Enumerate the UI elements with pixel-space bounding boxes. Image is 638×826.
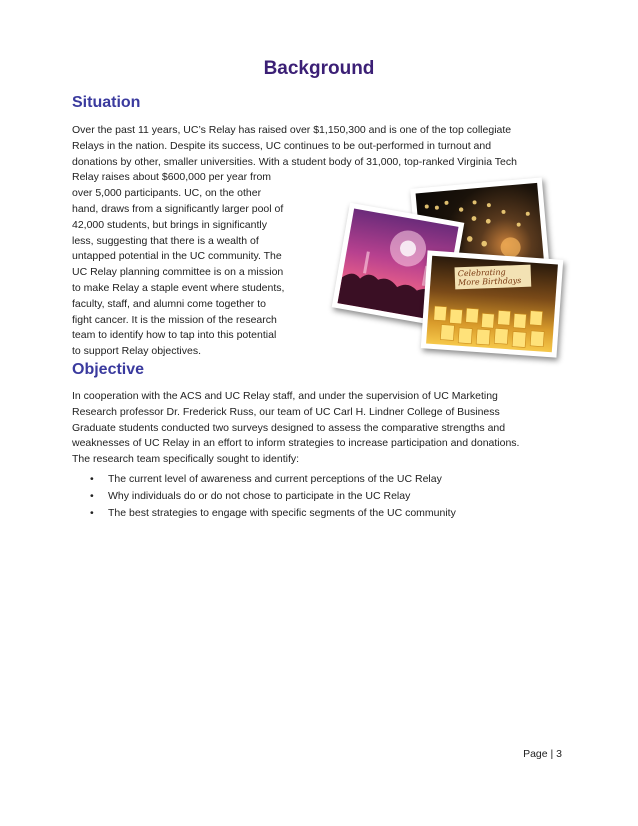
text-line: faculty, staff, and alumni come together to [72,297,266,310]
bullet-dot-icon: • [90,473,94,485]
objective-bullet-list [90,471,456,522]
text-line: 42,000 students, but brings in significantly [72,218,267,231]
list-item-text: The best strategies to engage with specific segments of the UC community [108,507,456,519]
text-line: less, suggesting that there is a wealth of [72,234,259,247]
situation-heading: Situation [72,94,141,111]
page-number: Page | 3 [523,748,562,760]
text-line: In cooperation with the ACS and UC Relay staff, and under the supervision of UC Marketing [72,390,498,402]
text-line: weaknesses of UC Relay in an effort to inform strategies to increase participation and donations. [72,437,520,450]
objective-paragraph [72,389,564,468]
list-item [90,488,456,505]
text-line: team to identify how to tap into this potential [72,329,277,342]
list-item-text: Why individuals do or do not chose to participate in the UC Relay [108,490,411,502]
bullet-dot-icon: • [90,490,94,502]
text-line: Graduate students conducted two surveys designed to assess the comparative strengths and [72,421,506,434]
photo-caption: Celebrating More Birthdays [455,265,532,290]
text-line: Relay raises about $600,000 per year from [72,171,272,184]
celebrating-birthdays-photo [421,250,564,357]
situation-paragraph-full [72,123,564,170]
text-line: UC Relay planning committee is on a mission [72,266,284,279]
list-item-text: The current level of awareness and current perceptions of the UC Relay [108,473,442,485]
list-item [90,505,456,522]
page-title: Background [263,58,375,79]
text-line: to make Relay a staple event where students, [72,281,285,294]
text-line: Relays in the nation. Despite its success, UC continues to be out-performed in turnout and [72,139,492,152]
text-line: untapped potential in the UC community. The [72,250,282,263]
text-line: fight cancer. It is the mission of the research [72,313,277,326]
text-line: Research professor Dr. Frederick Russ, our team of UC Carl H. Lindner College of Business [72,405,500,418]
text-line: over 5,000 participants. UC, on the other [72,187,262,200]
candle-bags-icon [426,256,558,353]
text-line: hand, draws from a significantly larger pool of [72,202,284,215]
text-line: donations by other, smaller universities. With a student body of 31,000, top-ranked Virginia Tech [72,155,517,168]
objective-heading: Objective [72,361,145,378]
bullet-dot-icon: • [90,507,94,519]
text-line: The research team specifically sought to identify: [72,453,300,466]
text-line: Over the past 11 years, UC’s Relay has raised over $1,150,300 and is one of the top collegiate [72,124,512,136]
situation-paragraph-wrapped [72,170,312,360]
list-item [90,471,456,488]
text-line: to support Relay objectives. [72,345,201,358]
